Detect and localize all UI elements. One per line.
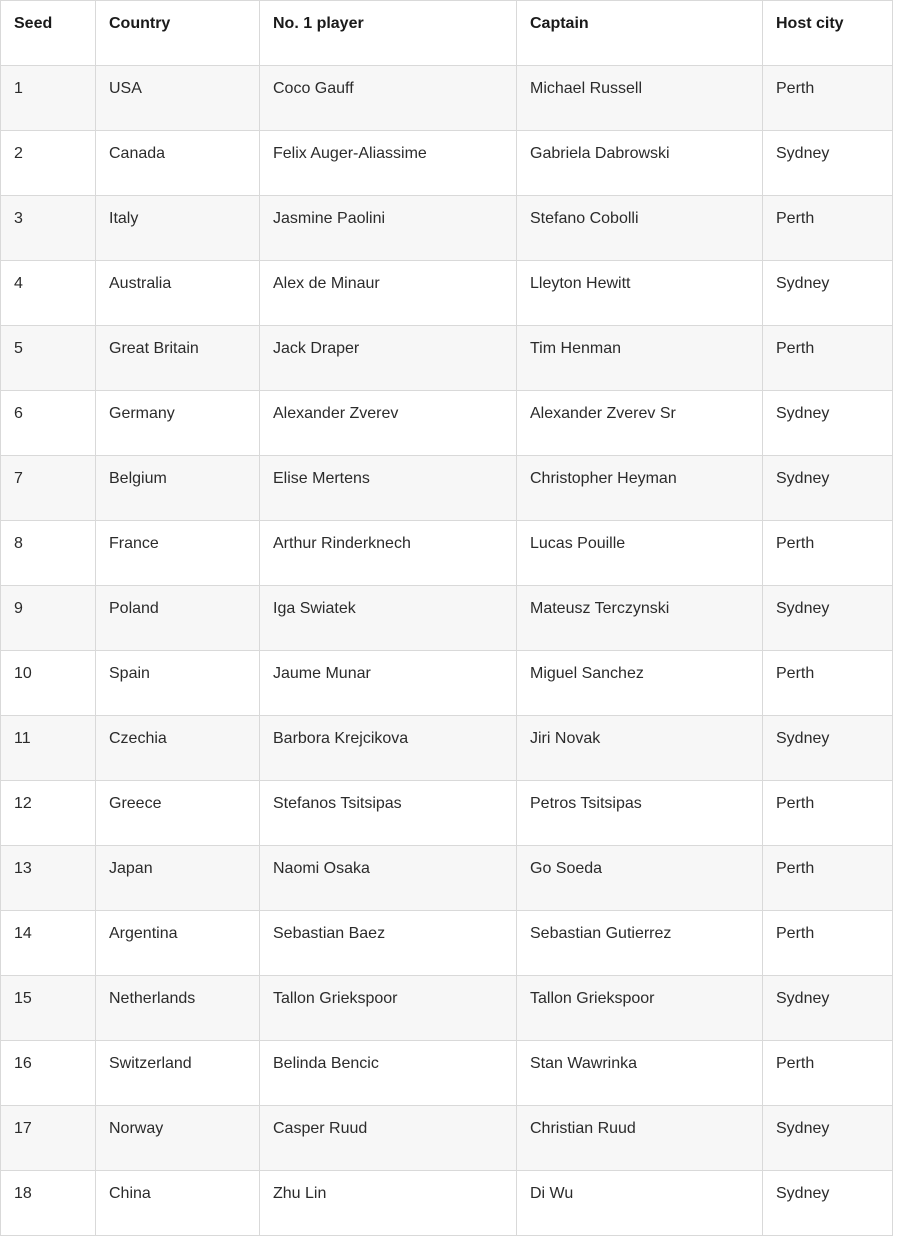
cell-seed: 18: [1, 1171, 96, 1236]
header-country: Country: [96, 1, 260, 66]
cell-host-city: Sydney: [763, 586, 893, 651]
cell-captain: Jiri Novak: [517, 716, 763, 781]
cell-player: Iga Swiatek: [260, 586, 517, 651]
cell-captain: Christopher Heyman: [517, 456, 763, 521]
cell-player: Coco Gauff: [260, 66, 517, 131]
cell-country: Great Britain: [96, 326, 260, 391]
cell-player: Belinda Bencic: [260, 1041, 517, 1106]
cell-seed: 14: [1, 911, 96, 976]
table-header: [1, 1, 893, 66]
cell-host-city: Sydney: [763, 456, 893, 521]
cell-player: Elise Mertens: [260, 456, 517, 521]
table-row: [1, 326, 893, 391]
cell-seed: 16: [1, 1041, 96, 1106]
cell-player: Tallon Griekspoor: [260, 976, 517, 1041]
header-captain: Captain: [517, 1, 763, 66]
cell-player: Alex de Minaur: [260, 261, 517, 326]
cell-captain: Gabriela Dabrowski: [517, 131, 763, 196]
cell-country: USA: [96, 66, 260, 131]
cell-player: Jack Draper: [260, 326, 517, 391]
cell-country: Belgium: [96, 456, 260, 521]
table-row: [1, 66, 893, 131]
header-host-city: Host city: [763, 1, 893, 66]
cell-seed: 10: [1, 651, 96, 716]
table-row: [1, 911, 893, 976]
table-row: [1, 716, 893, 781]
cell-host-city: Sydney: [763, 261, 893, 326]
cell-captain: Christian Ruud: [517, 1106, 763, 1171]
cell-country: Switzerland: [96, 1041, 260, 1106]
cell-seed: 3: [1, 196, 96, 261]
cell-host-city: Perth: [763, 66, 893, 131]
cell-captain: Miguel Sanchez: [517, 651, 763, 716]
cell-captain: Petros Tsitsipas: [517, 781, 763, 846]
header-no1-player: No. 1 player: [260, 1, 517, 66]
cell-seed: 1: [1, 66, 96, 131]
cell-captain: Stefano Cobolli: [517, 196, 763, 261]
cell-host-city: Perth: [763, 846, 893, 911]
cell-seed: 4: [1, 261, 96, 326]
cell-host-city: Perth: [763, 521, 893, 586]
cell-country: Japan: [96, 846, 260, 911]
cell-host-city: Perth: [763, 196, 893, 261]
cell-player: Jasmine Paolini: [260, 196, 517, 261]
table-row: [1, 1171, 893, 1236]
cell-country: Canada: [96, 131, 260, 196]
table-row: [1, 261, 893, 326]
cell-captain: Tim Henman: [517, 326, 763, 391]
table-row: [1, 1106, 893, 1171]
table-row: [1, 1041, 893, 1106]
cell-captain: Di Wu: [517, 1171, 763, 1236]
table-body: [1, 66, 893, 1236]
table-row: [1, 196, 893, 261]
cell-captain: Lucas Pouille: [517, 521, 763, 586]
cell-seed: 17: [1, 1106, 96, 1171]
cell-host-city: Sydney: [763, 131, 893, 196]
cell-player: Barbora Krejcikova: [260, 716, 517, 781]
header-row: [1, 1, 893, 66]
cell-country: Italy: [96, 196, 260, 261]
cell-captain: Sebastian Gutierrez: [517, 911, 763, 976]
cell-seed: 13: [1, 846, 96, 911]
cell-country: Germany: [96, 391, 260, 456]
cell-player: Arthur Rinderknech: [260, 521, 517, 586]
cell-captain: Alexander Zverev Sr: [517, 391, 763, 456]
cell-seed: 12: [1, 781, 96, 846]
cell-country: Greece: [96, 781, 260, 846]
cell-player: Felix Auger-Aliassime: [260, 131, 517, 196]
table-row: [1, 651, 893, 716]
cell-host-city: Perth: [763, 326, 893, 391]
cell-player: Alexander Zverev: [260, 391, 517, 456]
cell-host-city: Sydney: [763, 391, 893, 456]
table-row: [1, 521, 893, 586]
cell-host-city: Perth: [763, 781, 893, 846]
cell-seed: 6: [1, 391, 96, 456]
cell-seed: 11: [1, 716, 96, 781]
header-seed: Seed: [1, 1, 96, 66]
cell-host-city: Sydney: [763, 1171, 893, 1236]
table-row: [1, 586, 893, 651]
table-row: [1, 781, 893, 846]
cell-country: Czechia: [96, 716, 260, 781]
table-row: [1, 391, 893, 456]
cell-seed: 7: [1, 456, 96, 521]
cell-player: Sebastian Baez: [260, 911, 517, 976]
cell-seed: 2: [1, 131, 96, 196]
cell-player: Zhu Lin: [260, 1171, 517, 1236]
cell-player: Casper Ruud: [260, 1106, 517, 1171]
cell-seed: 8: [1, 521, 96, 586]
cell-host-city: Perth: [763, 1041, 893, 1106]
cell-country: Poland: [96, 586, 260, 651]
cell-country: Australia: [96, 261, 260, 326]
cell-player: Stefanos Tsitsipas: [260, 781, 517, 846]
cell-seed: 15: [1, 976, 96, 1041]
cell-host-city: Sydney: [763, 1106, 893, 1171]
cell-host-city: Sydney: [763, 716, 893, 781]
table-row: [1, 846, 893, 911]
cell-host-city: Perth: [763, 651, 893, 716]
cell-seed: 9: [1, 586, 96, 651]
cell-player: Naomi Osaka: [260, 846, 517, 911]
cell-captain: Mateusz Terczynski: [517, 586, 763, 651]
cell-country: Spain: [96, 651, 260, 716]
cell-captain: Tallon Griekspoor: [517, 976, 763, 1041]
cell-host-city: Perth: [763, 911, 893, 976]
cell-country: China: [96, 1171, 260, 1236]
cell-captain: Stan Wawrinka: [517, 1041, 763, 1106]
cell-captain: Go Soeda: [517, 846, 763, 911]
cell-captain: Lleyton Hewitt: [517, 261, 763, 326]
cell-country: Norway: [96, 1106, 260, 1171]
cell-captain: Michael Russell: [517, 66, 763, 131]
table-row: [1, 976, 893, 1041]
cell-country: Argentina: [96, 911, 260, 976]
cell-player: Jaume Munar: [260, 651, 517, 716]
table-row: [1, 456, 893, 521]
cell-country: France: [96, 521, 260, 586]
cell-seed: 5: [1, 326, 96, 391]
table-row: [1, 131, 893, 196]
cell-host-city: Sydney: [763, 976, 893, 1041]
cell-country: Netherlands: [96, 976, 260, 1041]
